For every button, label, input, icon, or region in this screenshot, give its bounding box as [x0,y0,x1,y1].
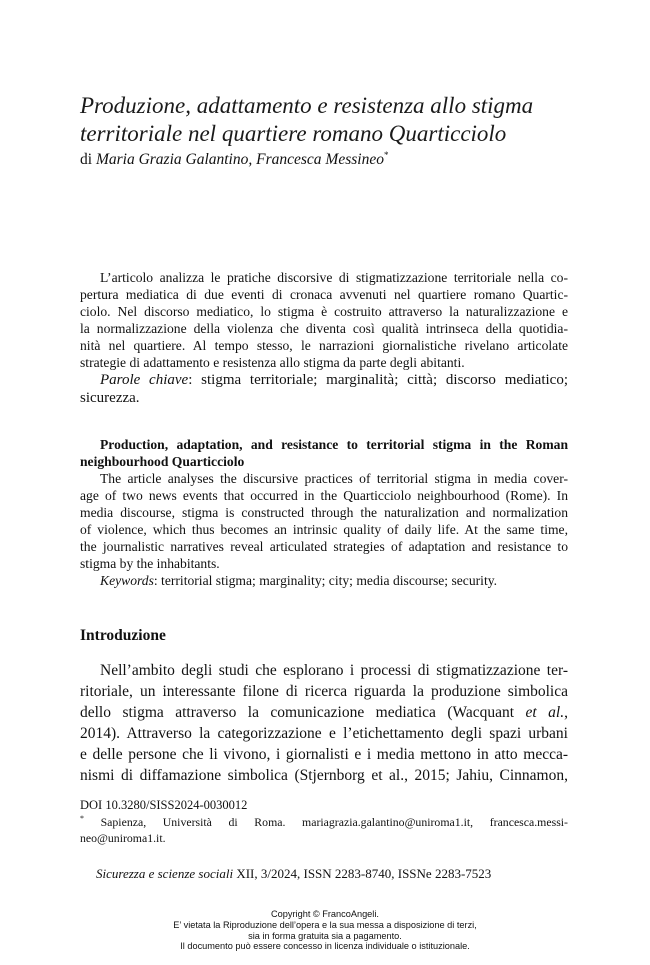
abstract-line: strategie di adattamento e resistenza allo stigma da parte degli abitanti. [80,355,465,370]
title-line: Produzione, adattamento e resistenza allo stigma [80,93,534,118]
keywords-label: Parole chiave [100,372,189,388]
abstract-line: the journalistic narratives reveal articulated strategies of adaptation and resistance to [80,539,568,554]
byline-prefix: di [80,151,96,168]
keywords-text: : stigma territoriale; marginalità; città; discorso mediatico; [188,372,568,388]
abstract-line: pertura mediatica di due eventi di cronaca avvenuti nel quartiere romano Quartic- [80,287,568,302]
body-line: 2014). Attraverso la categorizzazione e l’etichettamento degli spazi urbani [80,725,568,742]
copyright-line: Copyright © FrancoAngeli. [271,909,379,919]
keywords-it [80,371,568,389]
abstract-italian [80,269,568,407]
abstract-line: L’articolo analizza le pratiche discorsive di stigmatizzazione territoriale nella co- [100,270,568,285]
keywords-text: : territorial stigma; marginality; city; media discourse; security. [153,573,498,588]
abstract-line: of violence, which thus becomes an intrinsic quality of daily life. At the same time, [80,522,568,537]
english-title-line: Production, adaptation, and resistance to territorial stigma in the Roman [100,437,568,452]
abstract-english [80,436,568,589]
keywords-en [80,572,568,589]
abstract-line: la normalizzazione della violenza che diventa così qualità intrinseca della quotidia- [80,321,568,336]
abstract-line: ciolo. Nel discorso mediatico, lo stigma è costruito attraverso la naturalizzazione e [80,304,568,319]
abstract-line: media discourse, stigma is constructed through the naturalization and normalization [80,505,568,520]
body-line: nismi di diffamazione simbolica (Stjernborg et al., 2015; Jahiu, Cinnamon, [80,767,568,784]
keywords-label: Keywords [100,573,154,588]
body-text [80,660,568,786]
abstract-line: The article analyses the discursive practices of territorial stigma in media cover- [100,471,568,486]
section-heading: Introduzione [80,627,166,644]
doi: DOI 10.3280/SISS2024-0030012 [80,798,248,812]
journal-details: XII, 3/2024, ISSN 2283-8740, ISSNe 2283-7523 [233,866,492,881]
journal-title: Sicurezza e scienze sociali [96,866,234,881]
copyright-line: Il documento può essere concesso in licenza individuale o istituzionale. [180,941,470,952]
abstract-line: age of two news events that occurred in the Quarticciolo neighbourhood (Rome). In [80,488,568,503]
article-title [80,92,568,148]
copyright-notice [0,909,650,952]
copyright-line: E’ vietata la Riproduzione dell’opera e la sua messa a disposizione di terzi, [173,919,477,930]
byline [80,150,568,169]
body-line: e delle persone che li vivono, i giornalisti e i media mettono in atto mecca- [80,746,568,763]
english-title-line: neighbourhood Quarticciolo [80,454,245,469]
footnote [80,814,568,846]
body-line-part: dello stigma attraverso la comunicazione mediatica (Wacquant [80,704,526,721]
abstract-line: nità nel quartiere. Al tempo stesso, le narrazioni giornalistiche rivelano articolate [80,338,568,353]
etal-suffix: , [564,704,568,721]
footnote-mark: * [80,814,84,824]
abstract-line: stigma by the inhabitants. [80,556,220,571]
copyright-line: sia in forma gratuita sia a pagamento. [248,930,402,941]
body-line: ritoriale, un interessante filone di ricerca riguarda la produzione simbolica [80,683,568,700]
footnote-text: Sapienza, Università di Roma. mariagrazia.galantino@uniroma1.it, francesca.messi- [84,815,568,829]
body-line: Nell’ambito degli studi che esplorano i processi di stigmatizzazione ter- [100,662,568,679]
authors: Maria Grazia Galantino, Francesca Messineo [95,151,384,168]
footnote-line: neo@uniroma1.it. [80,831,166,845]
author-note-mark: * [383,149,389,160]
journal-info [96,866,491,882]
etal: et al. [525,704,565,721]
footnote-line [80,814,568,830]
body-line-cite [80,702,568,723]
keywords-it-cont: sicurezza. [80,390,140,406]
title-line: territoriale nel quartiere romano Quarticciolo [80,121,507,146]
